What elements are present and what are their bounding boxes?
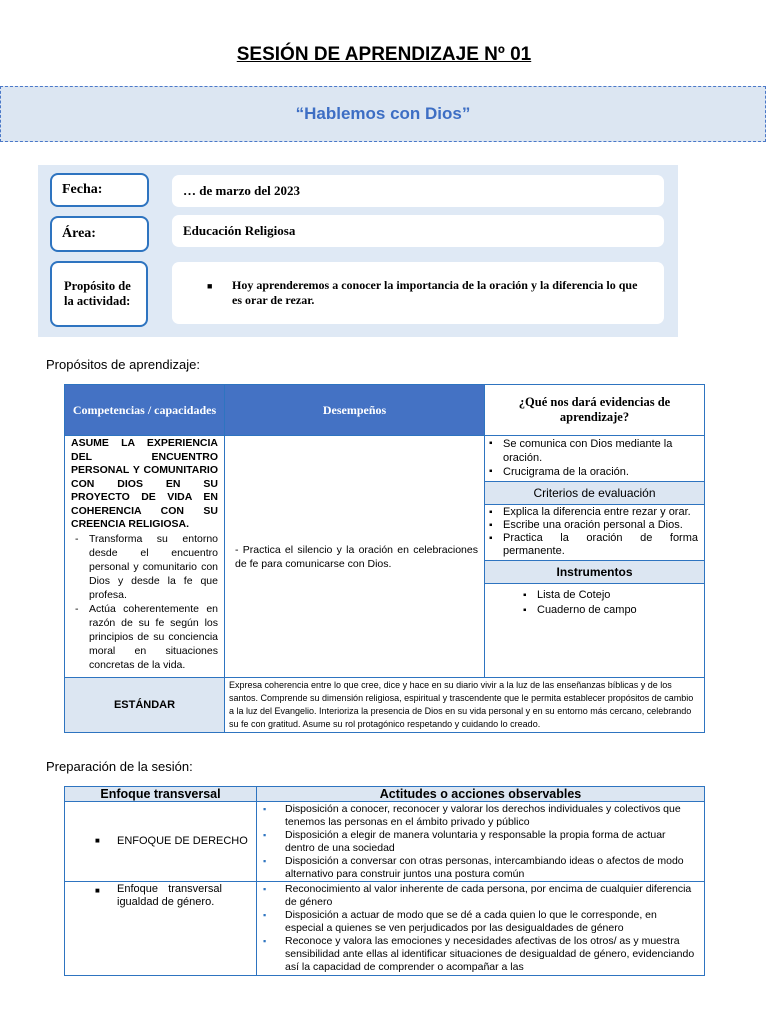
evidencias-list: [485, 436, 704, 481]
evidencia-item: ▪ Se comunica con Dios mediante la oración.: [485, 437, 700, 465]
desempenos-cell: [225, 436, 485, 678]
competencias-cell: [65, 436, 225, 678]
competencia-text: ASUME LA EXPERIENCIA DEL ENCUENTRO PERSONAL Y COMUNITARIO CON DIOS EN SU PROYECTO DE VIDA EN COHERENCIA CON SU CREENCIA RELIGIOSA.: [71, 437, 218, 530]
propositos-section-label: Propósitos de aprendizaje:: [46, 357, 200, 372]
actitudes-list: [257, 803, 696, 881]
capacidad-item: - Actúa coherentemente en razón de su fe según los principios de su conciencia moral en situaciones concretas de la vida.: [71, 602, 218, 672]
actitud-item: ▪ Disposición a conocer, reconocer y valorar los derechos individuales y colectivos que tenemos las personas en el ámbito privado y público: [257, 803, 696, 829]
enfoque-cell: [65, 802, 257, 882]
instrumento-item: ▪ Cuaderno de campo: [519, 603, 704, 618]
proposito-value: [172, 262, 664, 324]
bullet-icon: ■: [95, 886, 100, 895]
bullet-icon: ■: [207, 281, 213, 291]
criterios-title: Criterios de evaluación: [485, 481, 704, 505]
capacidades-list: [71, 532, 218, 672]
instrumentos-list: [485, 584, 704, 620]
col-competencias-header: Competencias / capacidades: [65, 385, 225, 436]
criterio-item: ▪ Escribe una oración personal a Dios.: [485, 519, 698, 532]
actitudes-list: [257, 883, 696, 974]
instrumento-item: ▪ Lista de Cotejo: [519, 588, 704, 603]
criterio-item: ▪ Practica la oración de forma permanente.: [485, 532, 698, 558]
area-value: Educación Religiosa: [172, 215, 664, 247]
bullet-icon: ■: [95, 836, 100, 845]
fecha-value: … de marzo del 2023: [172, 175, 664, 207]
session-info-panel: [38, 165, 678, 337]
preparacion-table: [64, 786, 705, 976]
enfoque-text: Enfoque transversal igualdad de género.: [117, 883, 222, 908]
col-actitudes-header: Actitudes o acciones observables: [257, 787, 705, 802]
page-title: SESIÓN DE APRENDIZAJE Nº 01: [236, 44, 532, 65]
criterio-item: ▪ Explica la diferencia entre rezar y orar.: [485, 506, 698, 519]
actitud-item: ▪ Reconoce y valora las emociones y necesidades afectivas de los otros/ as y muestra sensibilidad ante ellas al identificar situaciones de desigualdad de género, evidenciando así la capacidad de comprender o acompañar a las: [257, 935, 696, 974]
criterios-list: [485, 505, 704, 560]
enfoque-text: ENFOQUE DE DERECHO: [117, 835, 248, 847]
session-subtitle: “Hablemos con Dios”: [295, 104, 471, 123]
evidencias-cell: [485, 436, 705, 678]
actitud-item: ▪ Disposición a actuar de modo que se dé a cada quien lo que le corresponde, en especial a quienes se ven perjudicados por las desigualdades de género: [257, 909, 696, 935]
instrumentos-title: Instrumentos: [485, 560, 704, 584]
enfoque-cell: [65, 882, 257, 976]
actitud-item: ▪ Disposición a conversar con otras personas, intercambiando ideas o afectos de modo alternativo para construir juntos una postura común: [257, 855, 696, 881]
estandar-text: Expresa coherencia entre lo que cree, dice y hace en su diario vivir a la luz de las enseñanzas bíblicas y de los santos. Comprende su dimensión religiosa, espiritual y trascendente que le permita establecer propósitos de cambio a la luz del Evangelio. Interioriza la presencia de Dios en su vida personal y en su entorno más cercano, celebrando su fe con gratitud. Asume su rol protagónico respetando y cuidando lo creado.: [225, 678, 705, 733]
actitudes-cell: [257, 802, 705, 882]
col-enfoque-header: Enfoque transversal: [65, 787, 257, 802]
estandar-label: ESTÁNDAR: [65, 678, 225, 733]
proposito-label: Propósito de la actividad:: [50, 261, 148, 327]
subtitle-banner: [0, 86, 766, 142]
propositos-table: [64, 384, 705, 733]
evidencia-item: ▪ Crucigrama de la oración.: [485, 465, 700, 479]
desempeno-text: - Practica el silencio y la oración en celebraciones de fe para comunicarse con Dios.: [235, 543, 478, 570]
col-desempenos-header: Desempeños: [225, 385, 485, 436]
fecha-label: Fecha:: [50, 173, 149, 207]
capacidad-item: - Transforma su entorno desde el encuentro personal y comunitario con Dios y desde la fe que profesa.: [71, 532, 218, 602]
actitud-item: ▪ Reconocimiento al valor inherente de cada persona, por encima de cualquier diferencia de género: [257, 883, 696, 909]
actitud-item: ▪ Disposición a elegir de manera voluntaria y responsable la propia forma de actuar dentro de una sociedad: [257, 829, 696, 855]
col-evidencias-header: ¿Qué nos dará evidencias de aprendizaje?: [485, 385, 705, 436]
preparacion-section-label: Preparación de la sesión:: [46, 759, 193, 774]
area-label: Área:: [50, 216, 149, 252]
proposito-text: Hoy aprenderemos a conocer la importancia de la oración y la diferencia lo que es orar de rezar.: [232, 278, 638, 307]
actitudes-cell: [257, 882, 705, 976]
